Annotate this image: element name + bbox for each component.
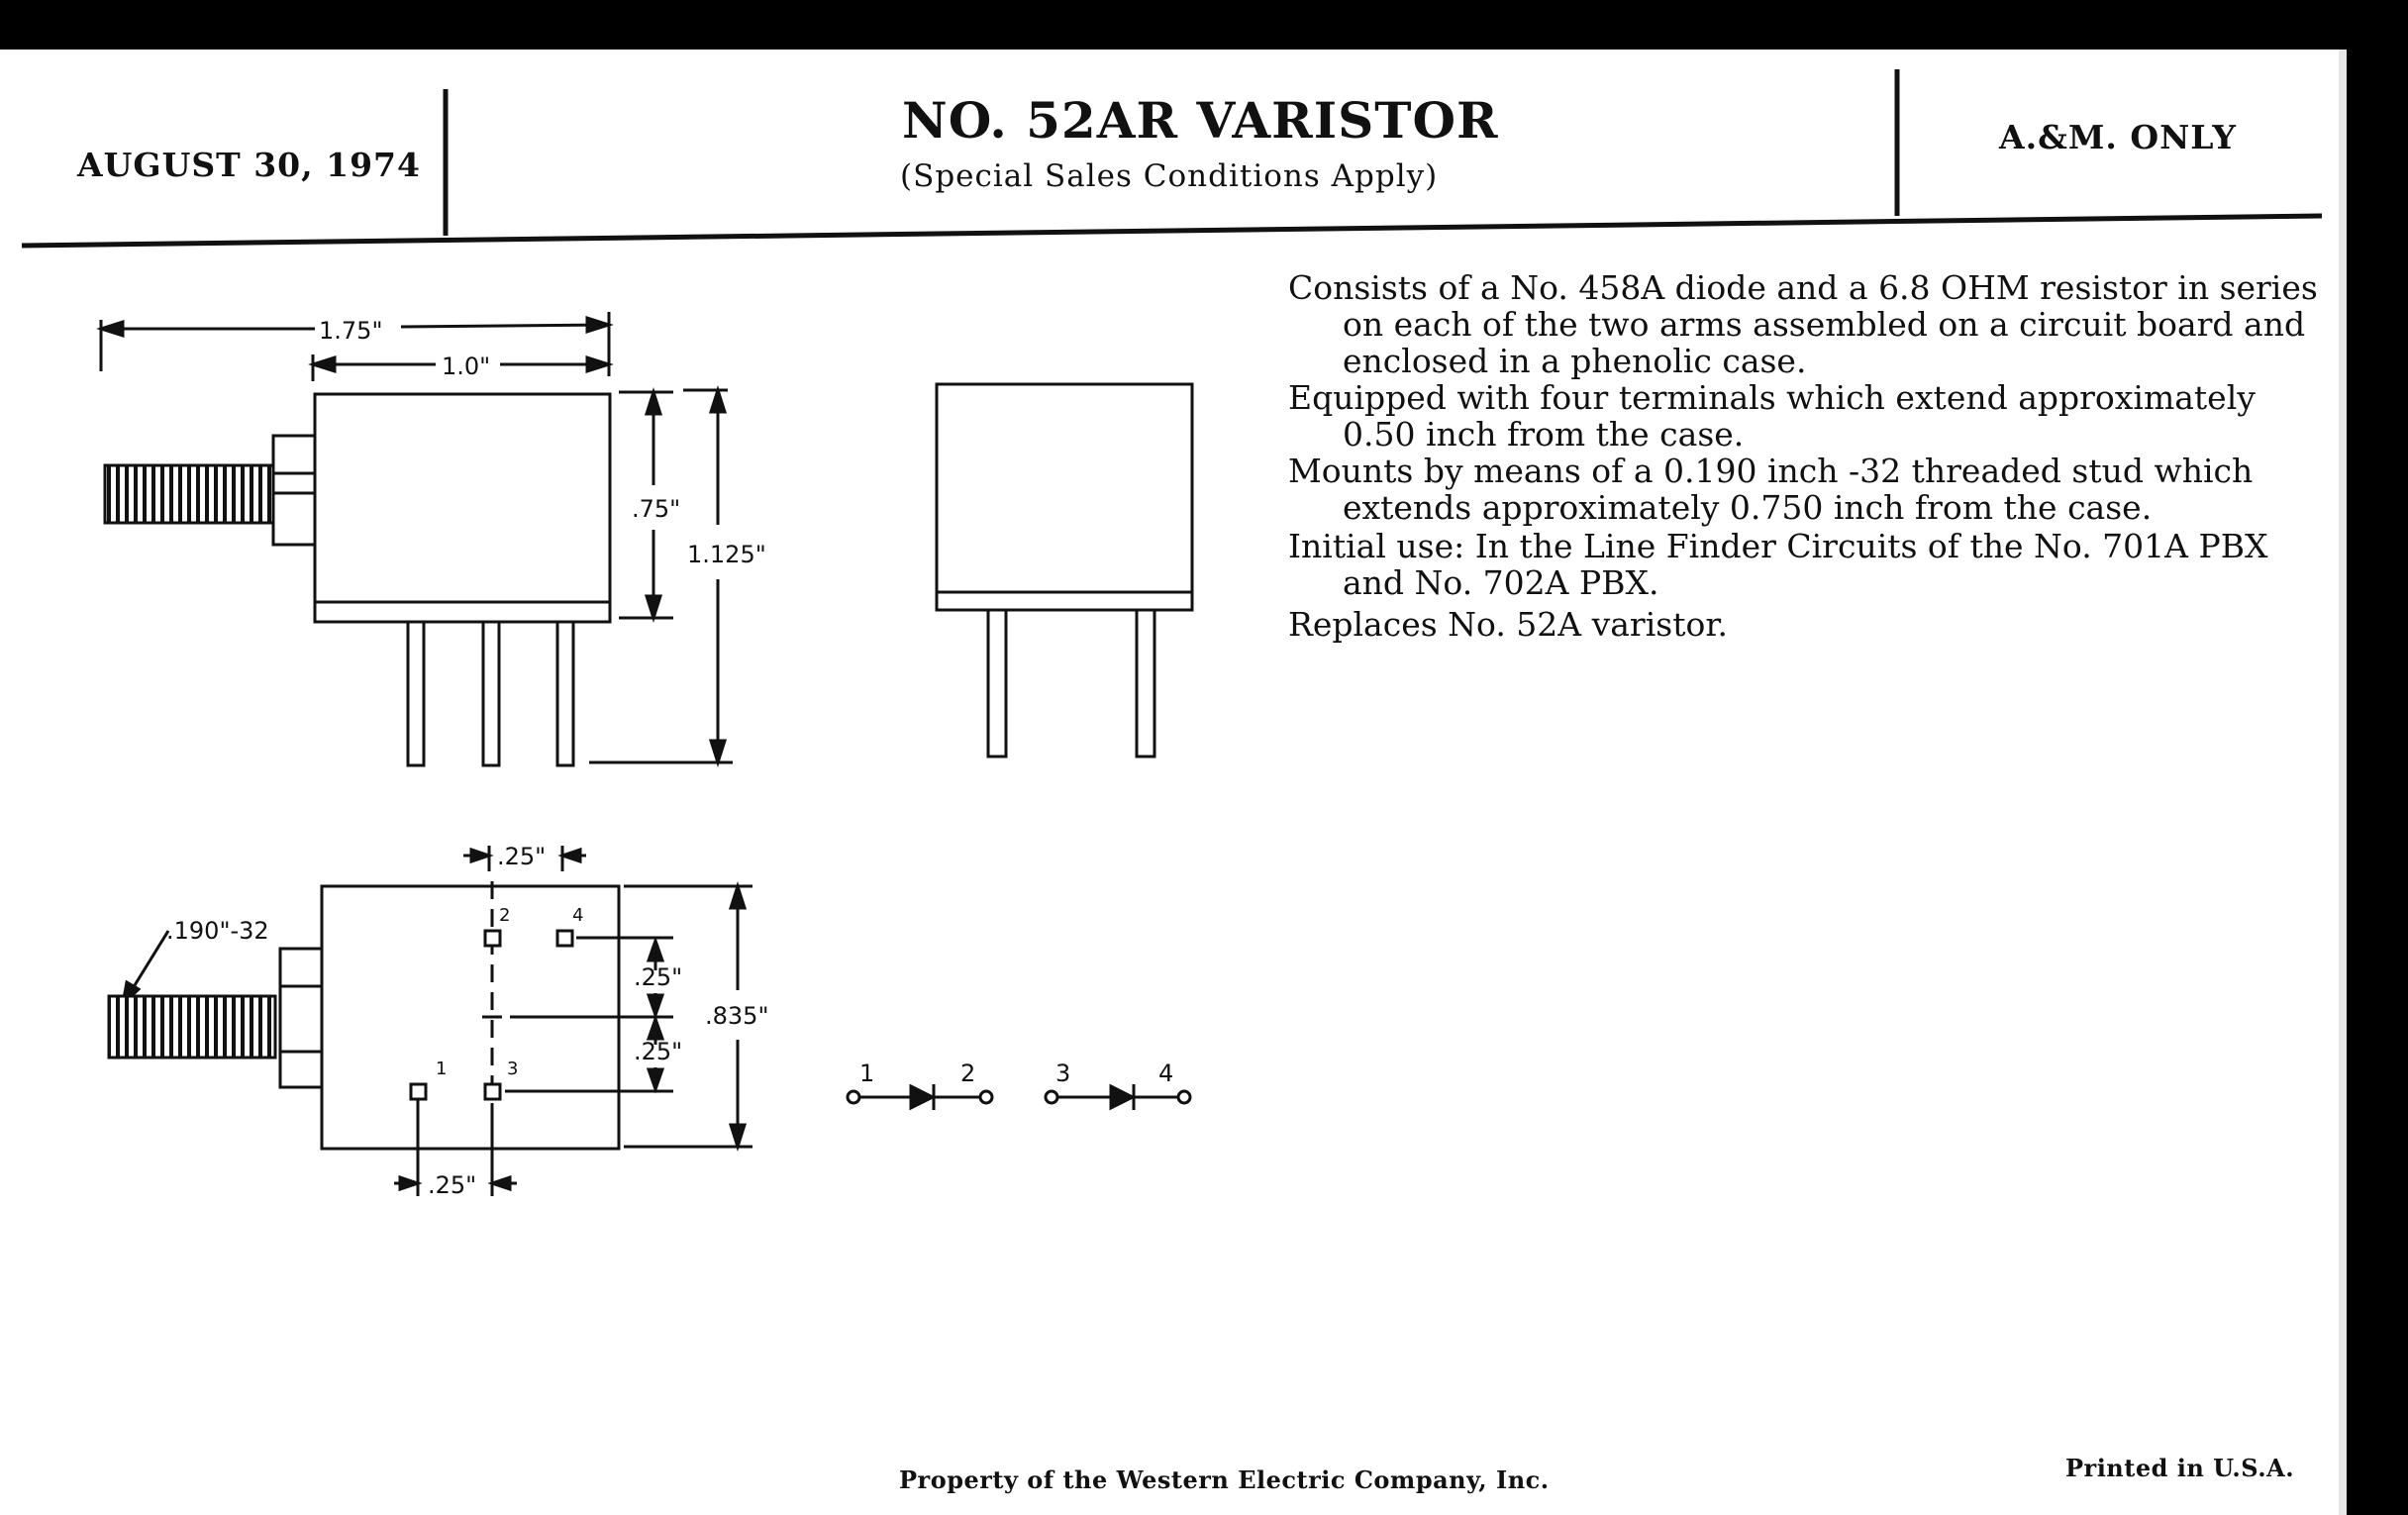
dim-top-spacing: .25" [497,843,547,870]
schematic-label-4: 4 [1158,1060,1174,1087]
footer-property: Property of the Western Electric Company, Inc. [899,1465,1550,1494]
dim-case-depth: .835" [705,1002,769,1030]
schematic-label-2: 2 [960,1060,976,1087]
description-paragraph: Equipped with four terminals which extend approximately 0.50 inch from the case. [1288,378,2256,454]
terminal-label-1: 1 [436,1059,448,1079]
description-paragraph: Mounts by means of a 0.190 inch -32 threaded stud which extends approximately 0.750 inch from the case. [1288,452,2254,527]
dim-stud-label: .190"-32 [166,917,269,945]
schematic-label-3: 3 [1055,1060,1071,1087]
description-paragraph: Initial use: In the Line Finder Circuits of the No. 701A PBX and No. 702A PBX. [1288,527,2268,602]
terminal-label-2: 2 [499,905,511,926]
dim-overall-width: 1.75" [319,317,383,345]
description-paragraph: Consists of a No. 458A diode and a 6.8 OHM resistor in series on each of the two arms assembled on a circuit board and enclosed in a phenolic case. [1288,268,2318,380]
document-subtitle: (Special Sales Conditions Apply) [900,158,1439,194]
description-paragraph: Replaces No. 52A varistor. [1288,605,1728,644]
issue-date: AUGUST 30, 1974 [77,146,421,184]
dim-vertical-lower: .25" [634,1038,683,1065]
schematic-label-1: 1 [859,1060,875,1087]
dim-bottom-spacing: .25" [428,1171,477,1199]
terminal-label-4: 4 [572,905,584,926]
terminal-label-3: 3 [507,1059,519,1079]
dim-vertical-upper: .25" [634,963,683,991]
dim-case-width: 1.0" [442,353,491,380]
card-edge [2339,50,2347,1515]
card-corner [2347,0,2408,1515]
restriction-badge: A.&M. ONLY [1999,118,2237,156]
dim-overall-height: 1.125" [687,541,766,568]
dim-case-height: .75" [632,495,681,523]
footer-printed: Printed in U.S.A. [2065,1454,2295,1482]
document-title: NO. 52AR VARISTOR [902,91,1499,150]
